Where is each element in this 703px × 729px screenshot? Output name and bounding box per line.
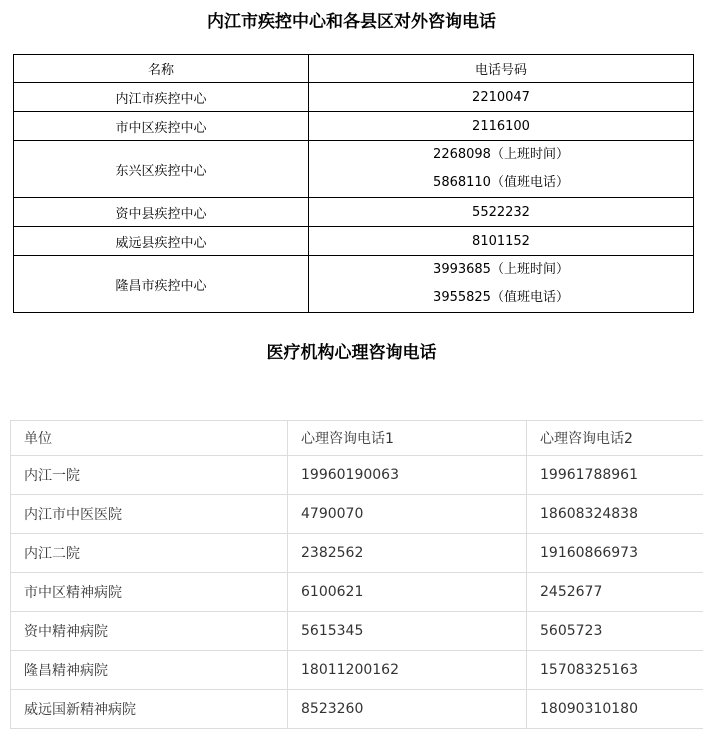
psy-phone1-cell: 19960190063 (288, 456, 527, 495)
psy-unit-cell: 隆昌精神病院 (11, 651, 288, 690)
table-row (11, 651, 703, 690)
cdc-name-cell: 内江市疾控中心 (14, 83, 309, 112)
psy-unit-cell: 内江市中医医院 (11, 495, 288, 534)
psy-phone2-cell: 18608324838 (527, 495, 703, 534)
cdc-name-cell: 资中县疾控中心 (14, 198, 309, 227)
psy-unit-cell: 市中区精神病院 (11, 573, 288, 612)
psy-unit-cell: 内江二院 (11, 534, 288, 573)
table-row (11, 573, 703, 612)
psy-header-phone2: 心理咨询电话2 (527, 421, 703, 456)
psy-phone1-cell: 8523260 (288, 690, 527, 729)
table-row (14, 198, 694, 227)
cdc-header-name: 名称 (14, 55, 309, 83)
psy-phone1-cell: 4790070 (288, 495, 527, 534)
table-row (14, 141, 694, 198)
psy-phone2-cell: 18090310180 (527, 690, 703, 729)
psy-phone2-cell: 15708325163 (527, 651, 703, 690)
psychology-hotline-title: 医疗机构心理咨询电话 (0, 344, 703, 362)
cdc-phone-cell: 2116100 (309, 112, 694, 141)
table-row (11, 495, 703, 534)
psy-phone2-cell: 19961788961 (527, 456, 703, 495)
cdc-name-cell: 市中区疾控中心 (14, 112, 309, 141)
table-row (11, 690, 703, 729)
psy-phone2-cell: 2452677 (527, 573, 703, 612)
cdc-phone-cell (309, 141, 694, 198)
cdc-header-phone: 电话号码 (309, 55, 694, 83)
psy-phone1-cell: 5615345 (288, 612, 527, 651)
psy-header-unit: 单位 (11, 421, 288, 456)
psy-phone2-cell: 19160866973 (527, 534, 703, 573)
table-row (14, 112, 694, 141)
cdc-phone-cell: 5522232 (309, 198, 694, 227)
psy-phone1-cell: 18011200162 (288, 651, 527, 690)
psy-header-row (11, 421, 703, 456)
phone-line: 3955825（值班电话） (309, 284, 693, 312)
psy-phone2-cell: 5605723 (527, 612, 703, 651)
cdc-name-cell: 东兴区疾控中心 (14, 141, 309, 198)
phone-line: 5868110（值班电话） (309, 169, 693, 197)
psy-unit-cell: 威远国新精神病院 (11, 690, 288, 729)
cdc-header-row (14, 55, 694, 83)
table-row (14, 83, 694, 112)
cdc-phone-cell: 8101152 (309, 227, 694, 256)
psy-unit-cell: 资中精神病院 (11, 612, 288, 651)
table-row (11, 456, 703, 495)
cdc-phone-cell: 2210047 (309, 83, 694, 112)
psy-phone1-cell: 2382562 (288, 534, 527, 573)
psy-header-phone1: 心理咨询电话1 (288, 421, 527, 456)
phone-line: 3993685（上班时间） (309, 256, 693, 284)
phone-line: 2268098（上班时间） (309, 141, 693, 169)
psychology-hotline-table (10, 420, 703, 729)
cdc-name-cell: 威远县疾控中心 (14, 227, 309, 256)
cdc-name-cell: 隆昌市疾控中心 (14, 256, 309, 313)
cdc-hotline-title: 内江市疾控中心和各县区对外咨询电话 (0, 0, 703, 31)
table-row (11, 534, 703, 573)
table-row (11, 612, 703, 651)
psy-phone1-cell: 6100621 (288, 573, 527, 612)
psy-unit-cell: 内江一院 (11, 456, 288, 495)
cdc-phone-cell (309, 256, 694, 313)
table-row (14, 256, 694, 313)
cdc-hotline-table (13, 54, 694, 313)
table-row (14, 227, 694, 256)
